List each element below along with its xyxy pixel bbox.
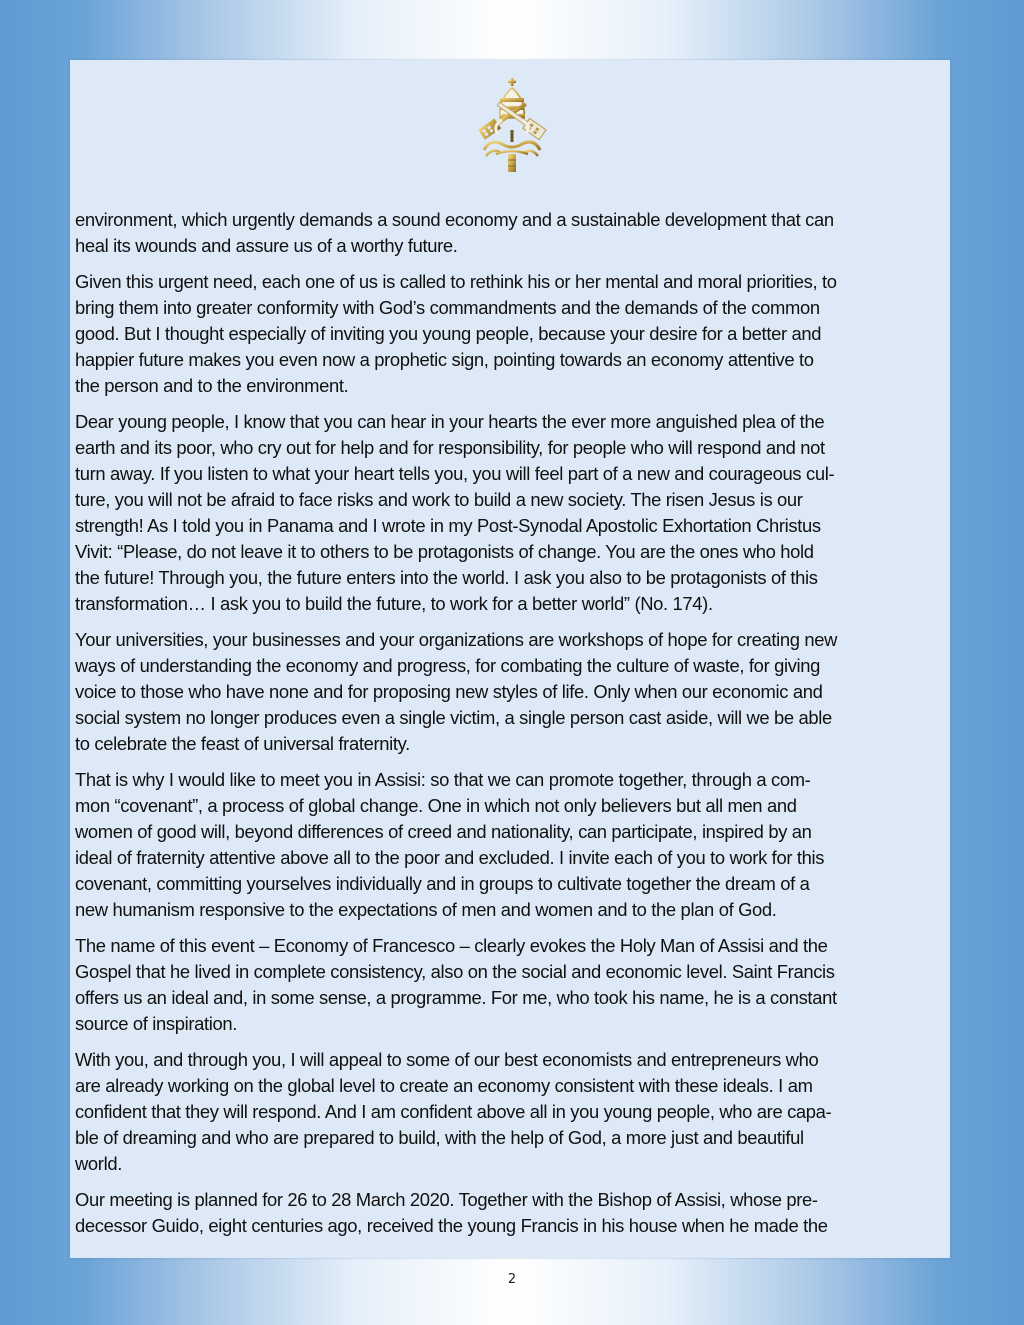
text-line: ture, you will not be afraid to face risks and work to build a new society. The risen Jesus is our: [75, 489, 803, 510]
text-line: the person and to the environment.: [75, 375, 349, 396]
letter-body: [75, 207, 951, 1249]
text-line: ideal of fraternity attentive above all to the poor and excluded. I invite each of you to work for this: [75, 847, 825, 868]
text-line: turn away. If you listen to what your heart tells you, you will feel part of a new and courageous cul-: [75, 463, 835, 484]
text-line: ways of understanding the economy and progress, for combating the culture of waste, for giving: [75, 655, 821, 676]
text-line: offers us an ideal and, in some sense, a programme. For me, who took his name, he is a constant: [75, 987, 837, 1008]
text-line: women of good will, beyond differences of creed and nationality, can participate, inspired by an: [75, 821, 812, 842]
text-line: decessor Guido, eight centuries ago, received the young Francis in his house when he made the: [75, 1215, 828, 1236]
paragraph: [75, 409, 951, 617]
text-line: ble of dreaming and who are prepared to build, with the help of God, a more just and beautiful: [75, 1127, 804, 1148]
text-line: covenant, committing yourselves individually and in groups to cultivate together the dream of a: [75, 873, 810, 894]
paragraph: [75, 269, 951, 399]
text-line: The name of this event – Economy of Francesco – clearly evokes the Holy Man of Assisi and the: [75, 935, 828, 956]
text-line: world.: [75, 1153, 122, 1174]
text-line: Given this urgent need, each one of us is called to rethink his or her mental and moral priorities, to: [75, 271, 837, 292]
text-line: mon “covenant”, a process of global change. One in which not only believers but all men and: [75, 795, 797, 816]
text-line: With you, and through you, I will appeal to some of our best economists and entrepreneurs who: [75, 1049, 819, 1070]
text-line: to celebrate the feast of universal fraternity.: [75, 733, 410, 754]
text-line: heal its wounds and assure us of a worthy future.: [75, 235, 458, 256]
text-line: Vivit: “Please, do not leave it to others to be protagonists of change. You are the ones who hold: [75, 541, 814, 562]
paragraph: [75, 767, 951, 923]
text-line: bring them into greater conformity with God’s commandments and the demands of the common: [75, 297, 820, 318]
text-line: transformation… I ask you to build the future, to work for a better world” (No. 174).: [75, 593, 713, 614]
text-line: good. But I thought especially of inviting you young people, because your desire for a better and: [75, 323, 822, 344]
text-line: strength! As I told you in Panama and I wrote in my Post-Synodal Apostolic Exhortation Christus: [75, 515, 821, 536]
text-line: new humanism responsive to the expectations of men and women and to the plan of God.: [75, 899, 777, 920]
text-line: the future! Through you, the future enters into the world. I ask you also to be protagonists of this: [75, 567, 818, 588]
text-line: Your universities, your businesses and your organizations are workshops of hope for creating new: [75, 629, 838, 650]
text-line: Our meeting is planned for 26 to 28 March 2020. Together with the Bishop of Assisi, whose pre-: [75, 1189, 818, 1210]
text-line: environment, which urgently demands a sound economy and a sustainable development that can: [75, 209, 834, 230]
holy-see-coat-of-arms-icon: [470, 78, 554, 178]
paragraph: [75, 933, 951, 1037]
paragraph: [75, 627, 951, 757]
text-line: social system no longer produces even a single victim, a single person cast aside, will we be able: [75, 707, 832, 728]
text-line: earth and its poor, who cry out for help and for responsibility, for people who will respond and not: [75, 437, 825, 458]
text-line: Dear young people, I know that you can hear in your hearts the ever more anguished plea of the: [75, 411, 825, 432]
page-number: 2: [507, 1272, 517, 1287]
paragraph: [75, 1047, 951, 1177]
text-line: voice to those who have none and for proposing new styles of life. Only when our economic and: [75, 681, 823, 702]
text-line: are already working on the global level to create an economy consistent with these ideals. I am: [75, 1075, 813, 1096]
text-line: That is why I would like to meet you in Assisi: so that we can promote together, through a com-: [75, 769, 811, 790]
text-line: happier future makes you even now a prophetic sign, pointing towards an economy attentive to: [75, 349, 814, 370]
text-line: confident that they will respond. And I am confident above all in you young people, who are capa-: [75, 1101, 832, 1122]
paragraph: [75, 1187, 951, 1239]
text-line: Gospel that he lived in complete consistency, also on the social and economic level. Saint Francis: [75, 961, 835, 982]
text-line: source of inspiration.: [75, 1013, 237, 1034]
paragraph: [75, 207, 951, 259]
